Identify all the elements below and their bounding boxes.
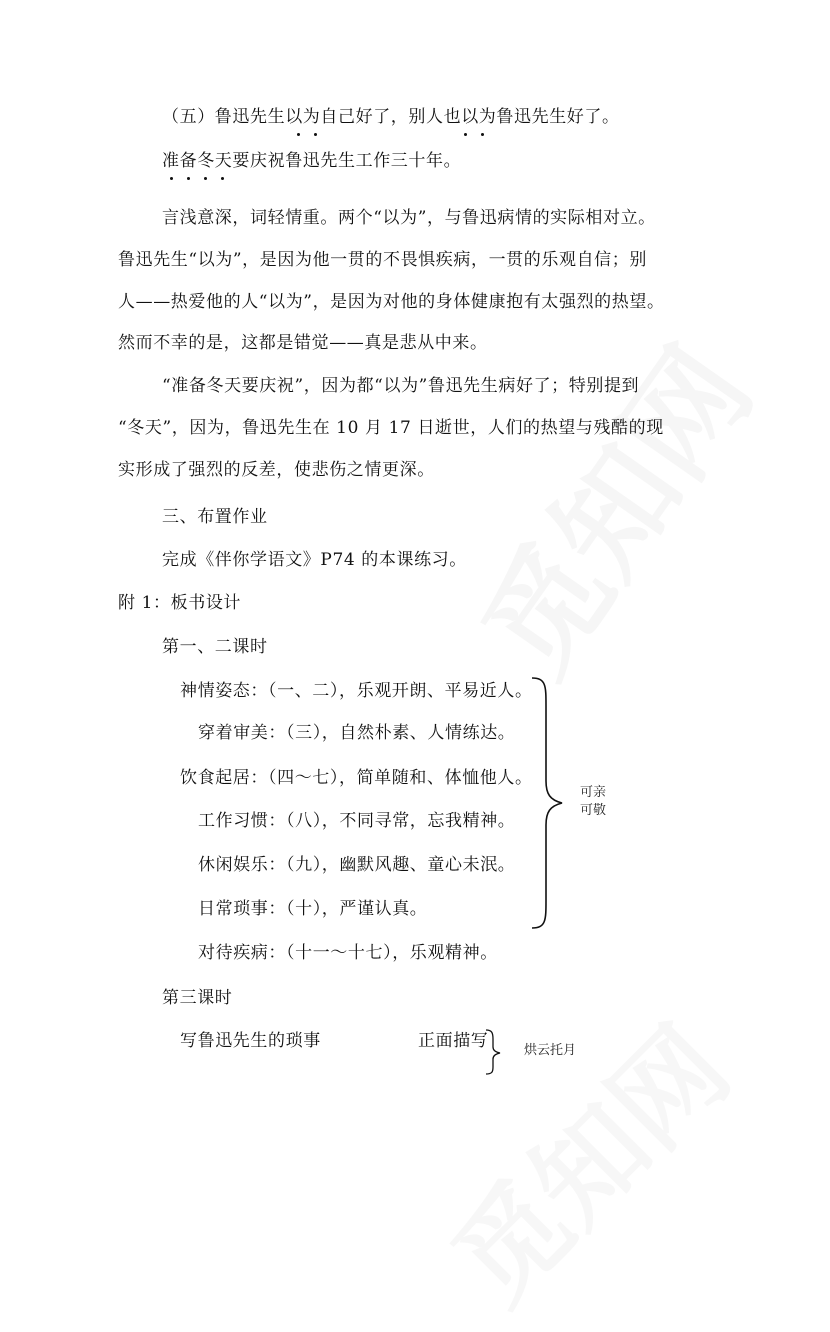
summary-contrast: 烘云托月 — [524, 1043, 577, 1058]
summary-respectable: 可敬 — [580, 803, 607, 818]
analysis-line-2: 鲁迅先生“以为”，是因为他一贯的不畏惧疾病，一贯的乐观自信；别 — [118, 250, 647, 270]
analysis-line-4: 然而不幸的是，这都是错觉——真是悲从中来。 — [118, 333, 488, 353]
summary-amiable: 可亲 — [580, 785, 607, 800]
right-curly-brace — [528, 676, 568, 930]
board-item-work-habits: 工作习惯：（八），不同寻常，忘我精神。 — [198, 811, 516, 831]
board-item-dress: 穿着审美：（三），自然朴素、人情练达。 — [198, 723, 516, 743]
small-curly-brace — [484, 1028, 504, 1076]
board-item-illness: 对待疾病：（十一～十七），乐观精神。 — [198, 943, 498, 963]
celebration-line: 准备冬天要庆祝鲁迅先生工作三十年。 — [162, 151, 462, 171]
appendix-heading: 附 1：板书设计 — [118, 593, 242, 613]
lesson12-title: 第一、二课时 — [162, 637, 268, 657]
lesson3-title: 第三课时 — [162, 988, 233, 1008]
lesson3-right-text: 正面描写 — [418, 1031, 489, 1051]
board-item-trivia: 日常琐事：（十），严谨认真。 — [198, 899, 428, 919]
analysis-line-3: 人——热爱他的人“以为”，是因为对他的身体健康抱有太强烈的热望。 — [118, 292, 665, 312]
watermark — [436, 309, 783, 703]
analysis-line-1: 言浅意深，词轻情重。两个“以为”，与鲁迅病情的实际相对立。 — [162, 208, 656, 228]
analysis2-line-2: “冬天”，因为，鲁迅先生在 10 月 17 日逝世，人们的热望与残酷的现 — [118, 418, 664, 438]
lesson3-left-text: 写鲁迅先生的琐事 — [180, 1031, 321, 1051]
board-item-leisure: 休闲娱乐：（九），幽默风趣、童心未泯。 — [198, 855, 516, 875]
board-item-demeanor: 神情姿态：（一、二），乐观开朗、平易近人。 — [180, 681, 533, 701]
analysis2-line-1: “准备冬天要庆祝”，因为都“以为”鲁迅先生病好了；特别提到 — [162, 376, 640, 396]
point-five-line: （五）鲁迅先生以为自己好了，别人也以为鲁迅先生好了。 — [162, 107, 620, 127]
homework-text: 完成《伴你学语文》P74 的本课练习。 — [162, 550, 467, 570]
analysis2-line-3: 实形成了强烈的反差，使悲伤之情更深。 — [118, 460, 435, 480]
board-item-daily-life: 饮食起居：（四～七），简单随和、体恤他人。 — [180, 768, 533, 788]
homework-heading: 三、布置作业 — [162, 507, 268, 527]
